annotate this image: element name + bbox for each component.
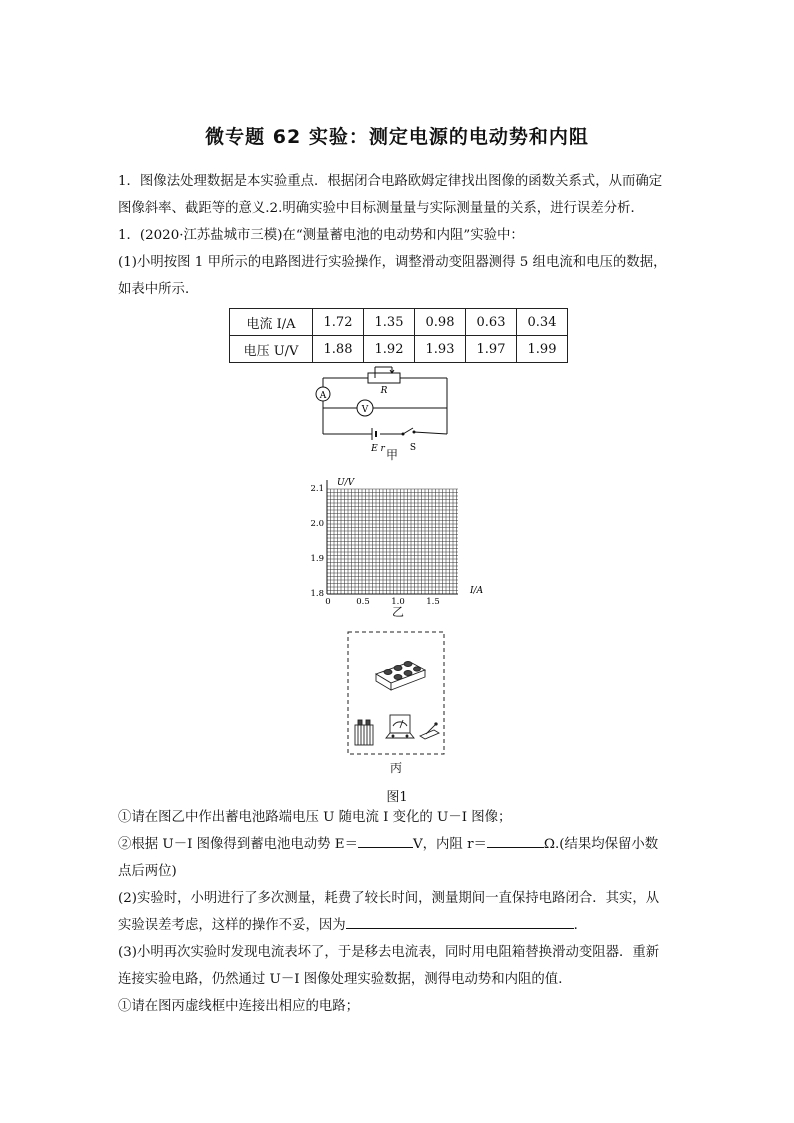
knife-switch-icon <box>420 723 439 739</box>
graph-caption: 乙 <box>392 605 405 619</box>
part2-line-2 <box>118 912 684 939</box>
x-tick-label: 1.0 <box>391 597 405 607</box>
table-cell: 1.72 <box>313 309 364 336</box>
reason-answer-blank[interactable] <box>346 914 574 929</box>
part2-text-a: 实验误差考虑，这样的操作不妥，因为 <box>118 918 346 933</box>
table-cell: 1.93 <box>415 336 466 363</box>
part1-line-1: (1)小明按图 1 甲所示的电路图进行实验操作，调整滑动变阻器测得 5 组电流和电压的数据， <box>118 255 667 270</box>
y-tick-label: 2.0 <box>310 519 324 529</box>
sub-questions <box>118 804 684 1020</box>
question-2 <box>118 831 684 858</box>
part3-question-1: ①请在图丙虚线框中连接出相应的电路； <box>118 999 360 1014</box>
part3-line-2: 连接实验电路，仍然通过 U－I 图像处理实验数据，测得电动势和内阻的值． <box>118 972 572 987</box>
question-1: ①请在图乙中作出蓄电池路端电压 U 随电流 I 变化的 U－I 图像； <box>118 810 512 825</box>
battery-label: E r <box>371 444 385 454</box>
y-axis-label: U/V <box>337 478 355 488</box>
x-tick-label: 0 <box>325 597 331 607</box>
q2-text-a: ②根据 U－I 图像得到蓄电池电动势 E＝ <box>118 837 358 852</box>
ammeter-label: A <box>319 391 327 401</box>
table-cell: 1.99 <box>517 336 568 363</box>
table-cell: 0.34 <box>517 309 568 336</box>
intro-line-2: 图像斜率、截距等的意义.2.明确实验中目标测量量与实际测量量的关系，进行误差分析． <box>118 201 644 216</box>
switch-symbol <box>403 428 413 434</box>
intro-line-1: 1．图像法处理数据是本实验重点．根据闭合电路欧姆定律找出图像的函数关系式，从而确定 <box>118 174 663 189</box>
part2-text-b: ． <box>573 918 588 933</box>
table-row <box>230 336 568 363</box>
part1-line-2: 如表中所示． <box>118 282 199 297</box>
rheostat-label: R <box>380 386 388 396</box>
table-cell: 1.35 <box>364 309 415 336</box>
rheostat-symbol <box>368 373 400 383</box>
x-tick-label: 1.5 <box>426 597 440 607</box>
resistance-answer-blank[interactable] <box>487 833 544 848</box>
q2-text-c: Ω.(结果均保留小数 <box>543 837 659 852</box>
table-cell: 1.97 <box>466 336 517 363</box>
circuit-diagram <box>310 362 480 457</box>
graph-paper <box>300 474 500 614</box>
page-title: 微专题 62 实验：测定电源的电动势和内阻 <box>205 126 589 148</box>
y-tick-label: 2.1 <box>310 484 324 494</box>
table-row <box>230 309 568 336</box>
voltmeter-label: V <box>361 405 369 415</box>
table-cell: 0.63 <box>466 309 517 336</box>
emf-answer-blank[interactable] <box>358 833 413 848</box>
y-tick-label: 1.9 <box>310 554 324 564</box>
switch-label: S <box>409 443 417 453</box>
x-axis-label: I/A <box>470 586 484 596</box>
row-header-voltage: 电压 U/V <box>230 336 313 363</box>
voltmeter-device-icon <box>386 715 414 738</box>
resistance-box-icon <box>376 662 425 691</box>
part2-line-1: (2)实验时，小明进行了多次测量，耗费了较长时间，测量期间一直保持电路闭合．其实，从 <box>118 891 660 906</box>
part3-line-1: (3)小明再次实验时发现电流表坏了，于是移去电流表，同时用电阻箱替换滑动变阻器．重新 <box>118 945 660 960</box>
question-header: 1．(2020·江苏盐城市三模)在“测量蓄电池的电动势和内阻”实验中： <box>118 228 524 243</box>
question-2-line-2: 点后两位) <box>118 864 177 879</box>
data-table <box>229 308 568 363</box>
table-cell: 1.88 <box>313 336 364 363</box>
apparatus-caption: 丙 <box>390 761 403 775</box>
circuit-caption: 甲 <box>386 448 399 462</box>
q2-text-b: V，内阻 r＝ <box>412 837 487 852</box>
question-paragraph <box>118 222 684 303</box>
intro-paragraph <box>118 168 684 222</box>
storage-battery-icon <box>355 720 373 745</box>
y-tick-label: 1.8 <box>310 589 324 599</box>
table-cell: 1.92 <box>364 336 415 363</box>
table-cell: 0.98 <box>415 309 466 336</box>
figure-label: 图1 <box>386 790 408 805</box>
x-tick-label: 0.5 <box>356 597 370 607</box>
apparatus-box <box>346 630 448 756</box>
row-header-current: 电流 I/A <box>230 309 313 336</box>
